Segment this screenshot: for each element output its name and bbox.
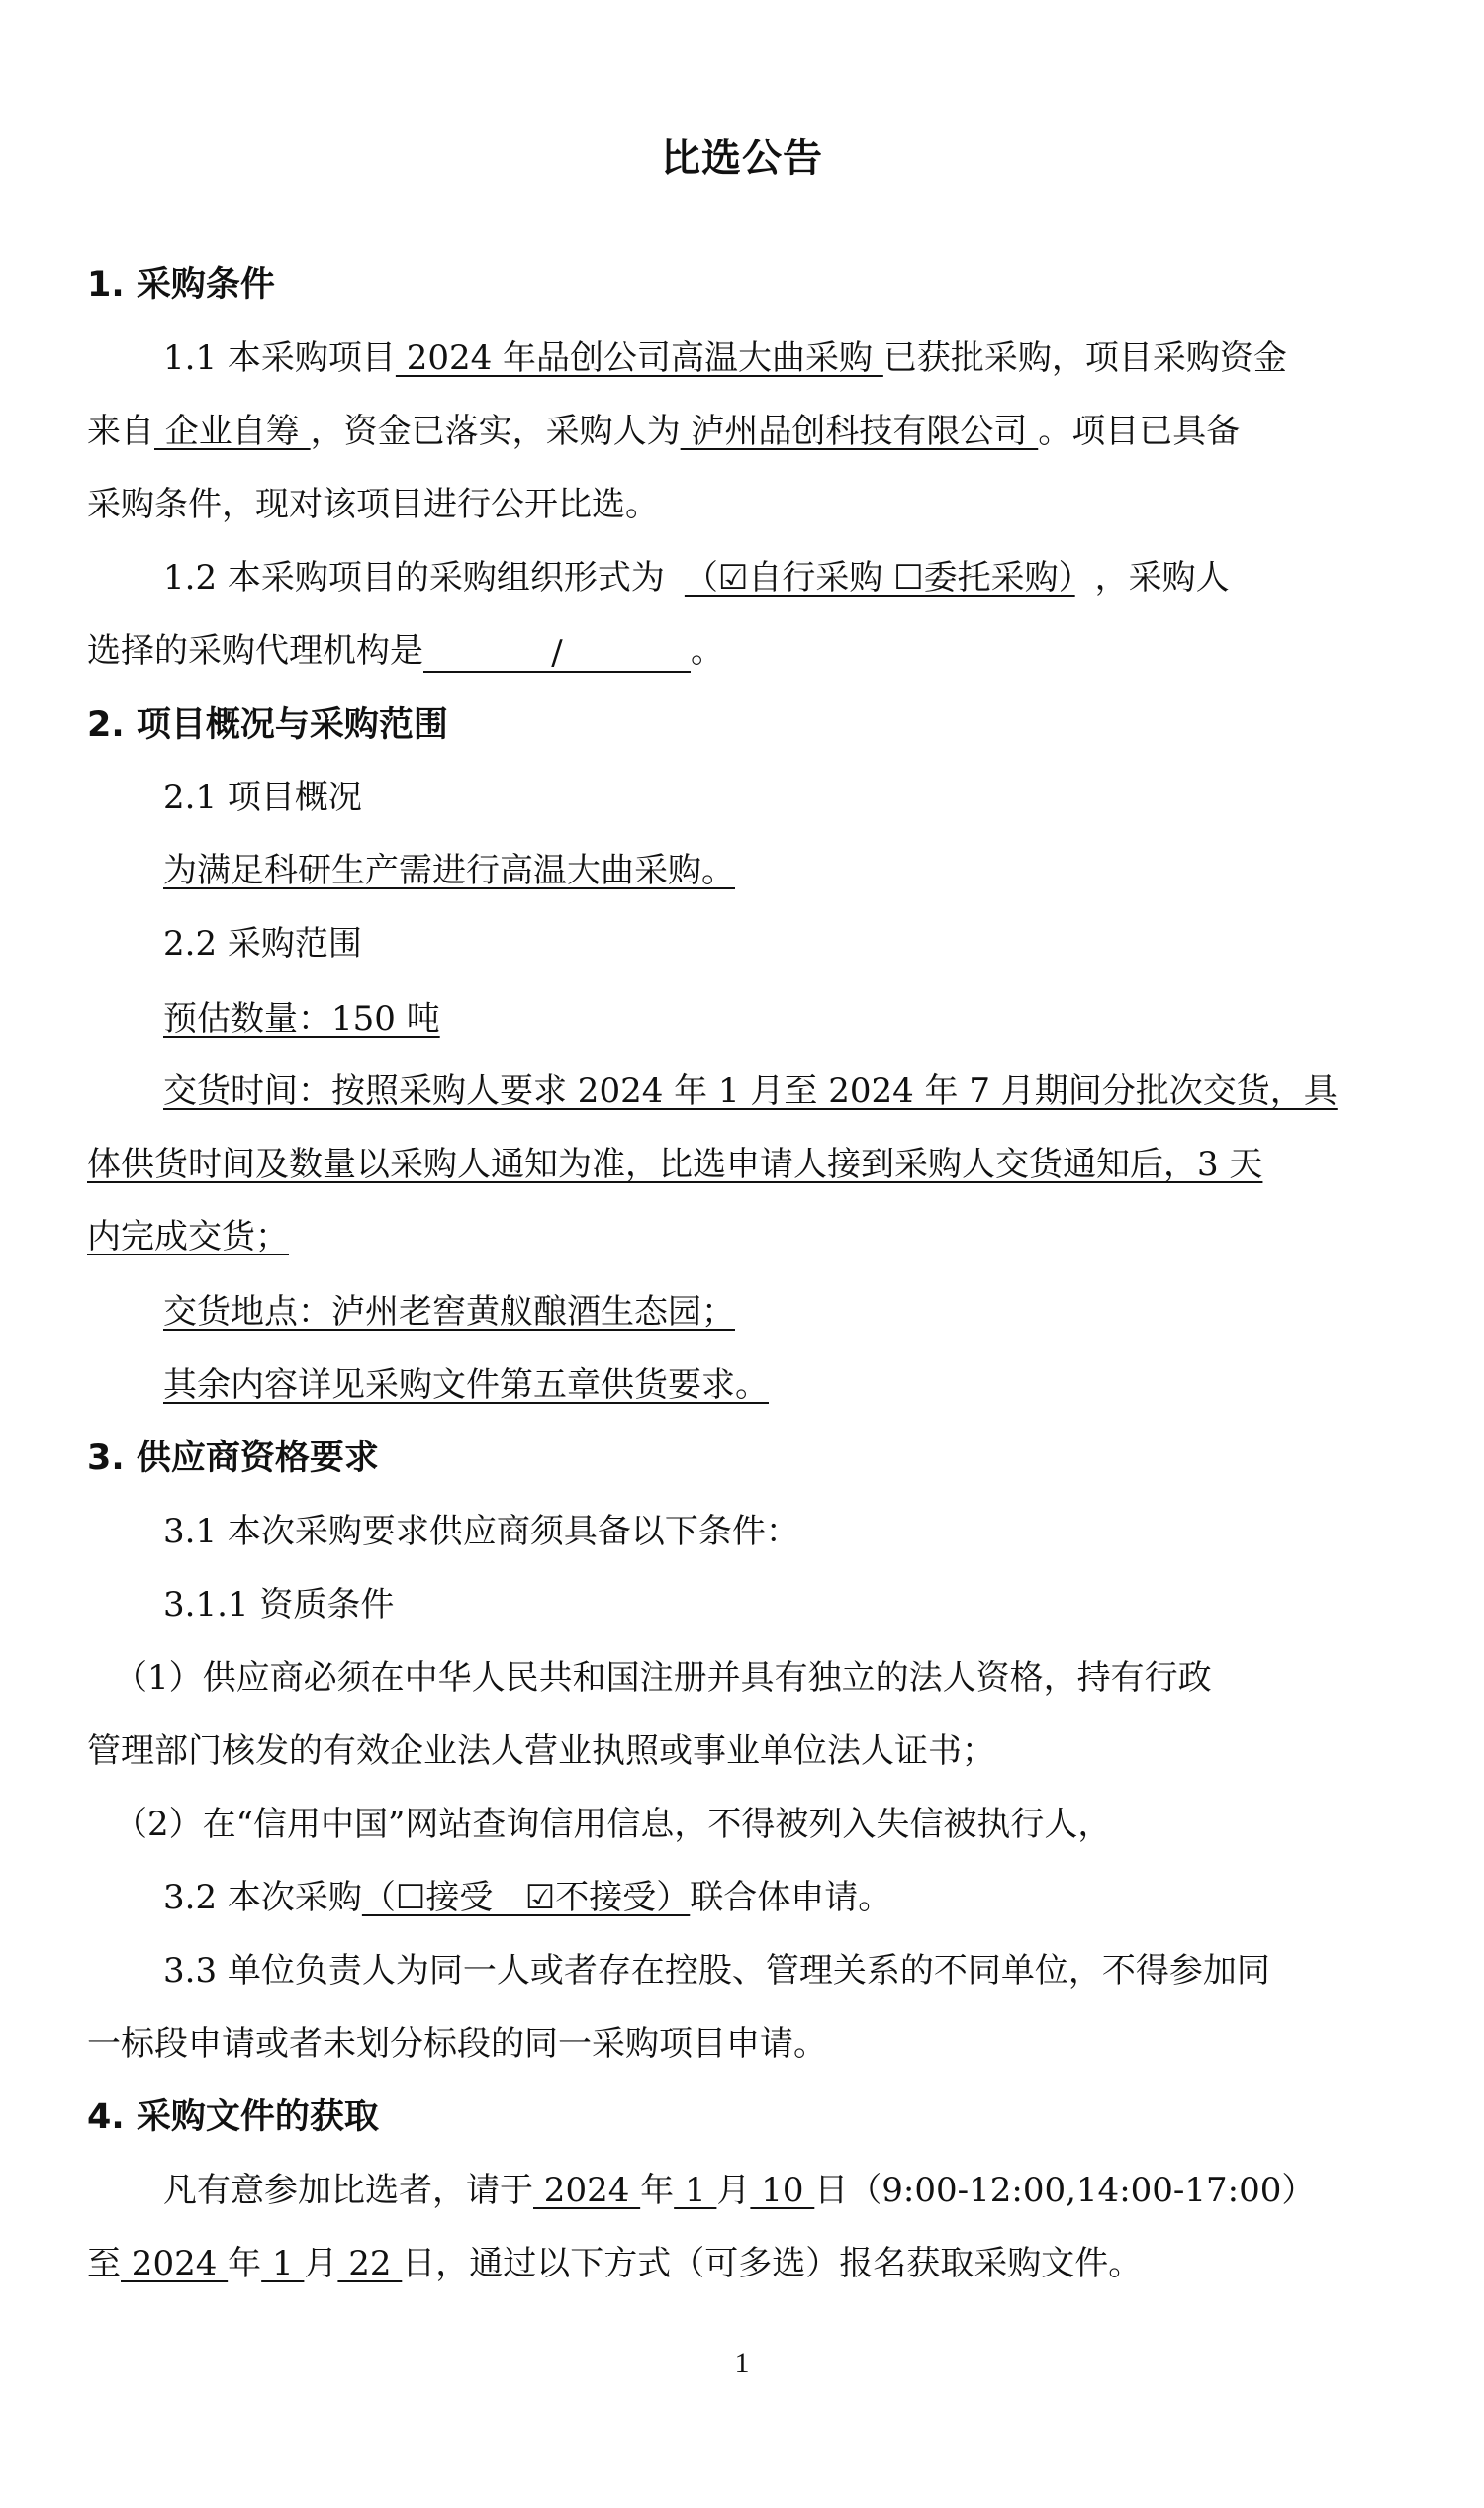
text: 日（9:00-12:00,14:00-17:00） bbox=[814, 2171, 1316, 2210]
paragraph-1-2-line-1 bbox=[163, 556, 1385, 600]
project-name: 2024 年品创公司高温大曲采购 bbox=[395, 338, 883, 378]
delivery-place: 交货地点：泸州老窖黄舣酿酒生态园； bbox=[163, 1292, 735, 1332]
estimated-quantity: 预估数量：150 吨 bbox=[163, 999, 440, 1039]
start-day: 10 bbox=[750, 2171, 815, 2210]
requirement-1-line-1: （1）供应商必须在中华人民共和国注册并具有独立的法人资格，持有行政 bbox=[114, 1658, 1212, 1698]
paragraph-1-1-line-2 bbox=[87, 410, 1385, 453]
text: 选择的采购代理机构是 bbox=[87, 631, 423, 671]
section-1-heading: 1. 采购条件 bbox=[87, 265, 275, 305]
text: 年 bbox=[640, 2171, 675, 2210]
text: 年 bbox=[228, 2244, 262, 2283]
delivery-time: 交货时间：按照采购人要求 2024 年 1 月至 2024 年 7 月期间分批次交货，具 bbox=[163, 1071, 1338, 1111]
text: 日，通过以下方式（可多选）报名获取采购文件。 bbox=[402, 2244, 1143, 2283]
overview-line bbox=[163, 849, 1385, 892]
acquisition-line-2 bbox=[87, 2242, 1385, 2285]
buyer-name: 泸州品创科技有限公司 bbox=[680, 412, 1039, 451]
text: ，采购人 bbox=[1094, 558, 1230, 598]
text: 月 bbox=[716, 2171, 751, 2210]
delivery-time-line-3 bbox=[87, 1215, 1385, 1258]
paragraph-1-1-line-1 bbox=[163, 336, 1385, 380]
end-month: 1 bbox=[261, 2244, 305, 2283]
requirement-1-line-2: 管理部门核发的有效企业法人营业执照或事业单位法人证书； bbox=[87, 1731, 995, 1771]
text: 。项目已具备 bbox=[1038, 412, 1241, 451]
text: 联合体申请。 bbox=[690, 1878, 892, 1917]
procurement-form-options: （☑自行采购 ☐委托采购） bbox=[684, 558, 1075, 598]
subsection-2-2: 2.2 采购范围 bbox=[163, 924, 362, 964]
paragraph-3-3-line-2: 一标段申请或者未划分标段的同一采购项目申请。 bbox=[87, 2024, 827, 2064]
text: 已获批采购，项目采购资金 bbox=[882, 338, 1287, 378]
delivery-time: 体供货时间及数量以采购人通知为准，比选申请人接到采购人交货通知后，3 天 bbox=[87, 1145, 1263, 1184]
fund-source: 企业自筹 bbox=[154, 412, 311, 451]
subsection-2-1: 2.1 项目概况 bbox=[163, 778, 362, 817]
delivery-place-line bbox=[163, 1290, 1385, 1334]
paragraph-3-3-line-1: 3.3 单位负责人为同一人或者存在控股、管理关系的不同单位，不得参加同 bbox=[163, 1951, 1270, 1991]
start-month: 1 bbox=[674, 2171, 717, 2210]
section-4-heading: 4. 采购文件的获取 bbox=[87, 2097, 379, 2137]
paragraph-1-2-line-2 bbox=[87, 629, 1385, 673]
section-3-heading: 3. 供应商资格要求 bbox=[87, 1439, 379, 1478]
other-requirements: 其余内容详见采购文件第五章供货要求。 bbox=[163, 1365, 769, 1405]
text: ，资金已落实，采购人为 bbox=[310, 412, 681, 451]
document-title: 比选公告 bbox=[661, 136, 823, 181]
end-day: 22 bbox=[337, 2244, 403, 2283]
acquisition-line-1 bbox=[163, 2169, 1385, 2212]
page-number: 1 bbox=[734, 2347, 750, 2379]
start-year: 2024 bbox=[533, 2171, 641, 2210]
text: 月 bbox=[304, 2244, 338, 2283]
end-year: 2024 bbox=[121, 2244, 229, 2283]
other-requirements-line bbox=[163, 1363, 1385, 1407]
delivery-time-line-2 bbox=[87, 1143, 1385, 1186]
text: 凡有意参加比选者，请于 bbox=[163, 2171, 533, 2210]
quantity-line bbox=[163, 997, 1385, 1041]
text: 3.2 本次采购 bbox=[163, 1878, 362, 1917]
text: 至 bbox=[87, 2244, 121, 2283]
paragraph-3-1: 3.1 本次采购要求供应商须具备以下条件： bbox=[163, 1512, 799, 1551]
text: 。 bbox=[691, 631, 724, 671]
consortium-options: （☐接受 ☑不接受） bbox=[361, 1878, 691, 1917]
requirement-2: （2）在“信用中国”网站查询信用信息，不得被列入失信被执行人， bbox=[114, 1805, 1112, 1844]
paragraph-1-1-line-3: 采购条件，现对该项目进行公开比选。 bbox=[87, 485, 659, 524]
section-2-heading: 2. 项目概况与采购范围 bbox=[87, 705, 448, 745]
agency-blank: / bbox=[423, 631, 691, 673]
delivery-time: 内完成交货； bbox=[87, 1217, 289, 1256]
text: 1.1 本采购项目 bbox=[163, 338, 396, 378]
paragraph-3-1-1: 3.1.1 资质条件 bbox=[163, 1585, 395, 1625]
text: 1.2 本采购项目的采购组织形式为 bbox=[163, 558, 665, 598]
paragraph-3-2 bbox=[163, 1876, 1385, 1919]
delivery-time-line-1 bbox=[163, 1069, 1385, 1113]
text: 来自 bbox=[87, 412, 154, 451]
project-overview: 为满足科研生产需进行高温大曲采购。 bbox=[163, 851, 735, 890]
